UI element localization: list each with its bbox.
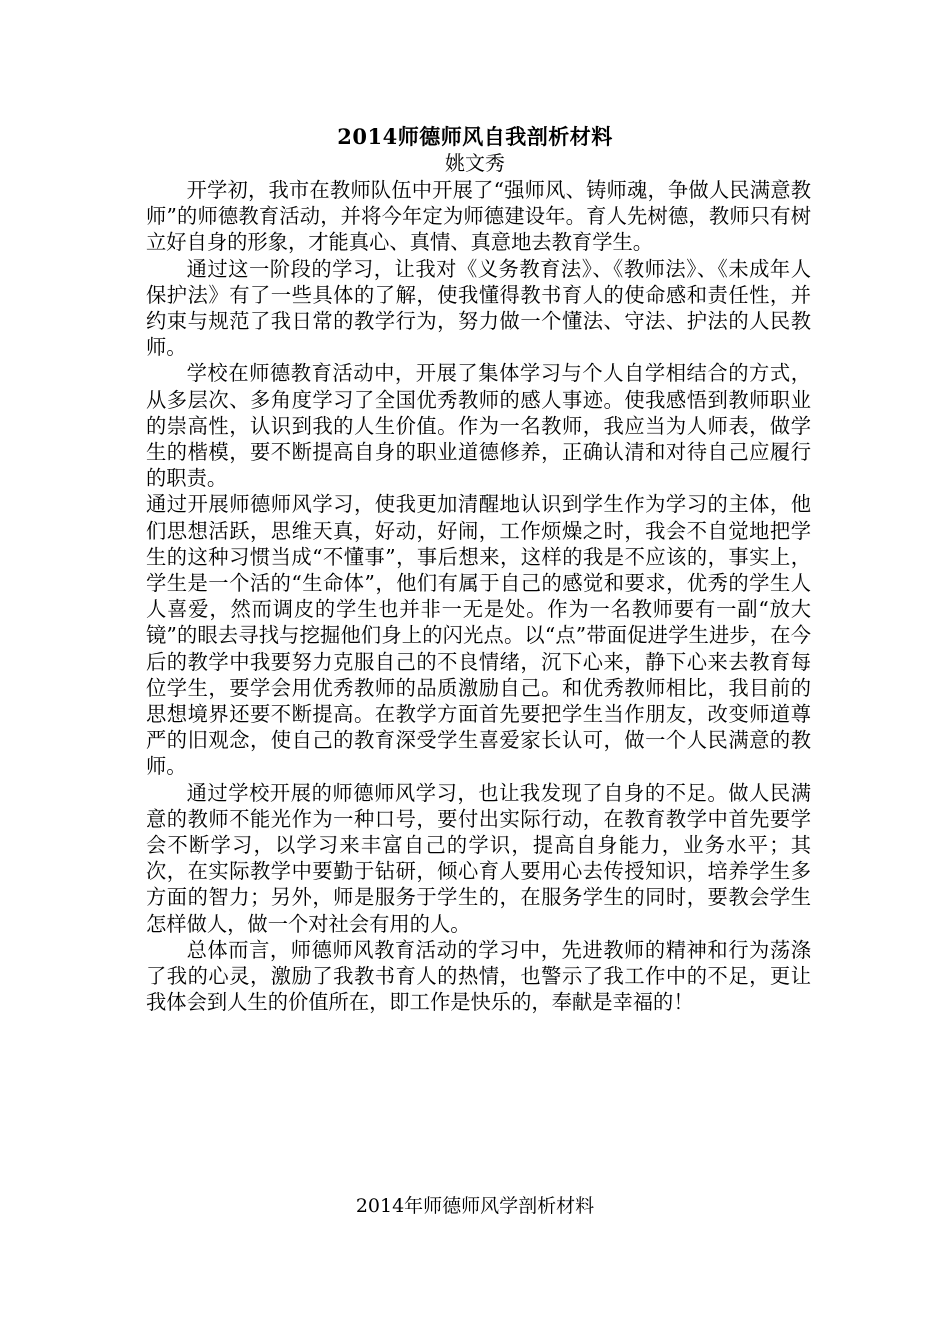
paragraph-6: 总体而言，师德师风教育活动的学习中，先进教师的精神和行为荡涤了我的心灵，激励了我教书育人的热情，也警示了我工作中的不足，更让我体会到人生的价值所在，即工作是快乐的，奉献是幸福的！: [146, 937, 811, 1015]
document-body: [146, 177, 811, 1016]
paragraph-4: 通过开展师德师风学习，使我更加清醒地认识到学生作为学习的主体，他们思想活跃，思维天真，好动，好闹，工作烦燥之时，我会不自觉地把学生的这种习惯当成“不懂事”，事后想来，这样的我是不应该的，事实上，学生是一个活的“生命体”，他们有属于自己的感觉和要求，优秀的学生人人喜爱，然而调皮的学生也并非一无是处。作为一名教师要有一副“放大镜”的眼去寻找与挖掘他们身上的闪光点。以“点”带面促进学生进步，在今后的教学中我要努力克服自己的不良情绪，沉下心来，静下心来去教育每位学生，要学会用优秀教师的品质激励自己。和优秀教师相比，我目前的思想境界还要不断提高。在教学方面首先要把学生当作朋友，改变师道尊严的旧观念，使自己的教育深受学生喜爱家长认可，做一个人民满意的教师。: [146, 492, 811, 779]
paragraph-1: 开学初，我市在教师队伍中开展了“强师风、铸师魂，争做人民满意教师”的师德教育活动，并将今年定为师德建设年。育人先树德，教师只有树立好自身的形象，才能真心、真情、真意地去教育学生。: [146, 178, 811, 255]
document-author: 姚文秀: [445, 151, 505, 175]
paragraph-3: 学校在师德教育活动中，开展了集体学习与个人自学相结合的方式，从多层次、多角度学习了全国优秀教师的感人事迹。使我感悟到教师职业的崇高性，认识到我的人生价值。作为一名教师，我应当为人师表，做学生的楷模，要不断提高自身的职业道德修养，正确认清和对待自己应履行的职责。: [146, 361, 811, 491]
next-document-title: 2014年师德师风学剖析材料: [355, 1195, 595, 1217]
paragraph-5: 通过学校开展的师德师风学习，也让我发现了自身的不足。做人民满意的教师不能光作为一种口号，要付出实际行动，在教育教学中首先要学会不断学习，以学习来丰富自己的学识，提高自身能力，业务水平；其次，在实际教学中要勤于钻研，倾心育人要用心去传授知识，培养学生多方面的智力；另外，师是服务于学生的，在服务学生的同时，要教会学生怎样做人，做一个对社会有用的人。: [146, 780, 811, 936]
document-title: 2014师德师风自我剖析材料: [337, 124, 613, 149]
paragraph-2: 通过这一阶段的学习，让我对《义务教育法》、《教师法》、《未成年人保护法》有了一些具体的了解，使我懂得教书育人的使命感和责任性，并约束与规范了我日常的教学行为，努力做一个懂法、守法、护法的人民教师。: [146, 256, 811, 360]
